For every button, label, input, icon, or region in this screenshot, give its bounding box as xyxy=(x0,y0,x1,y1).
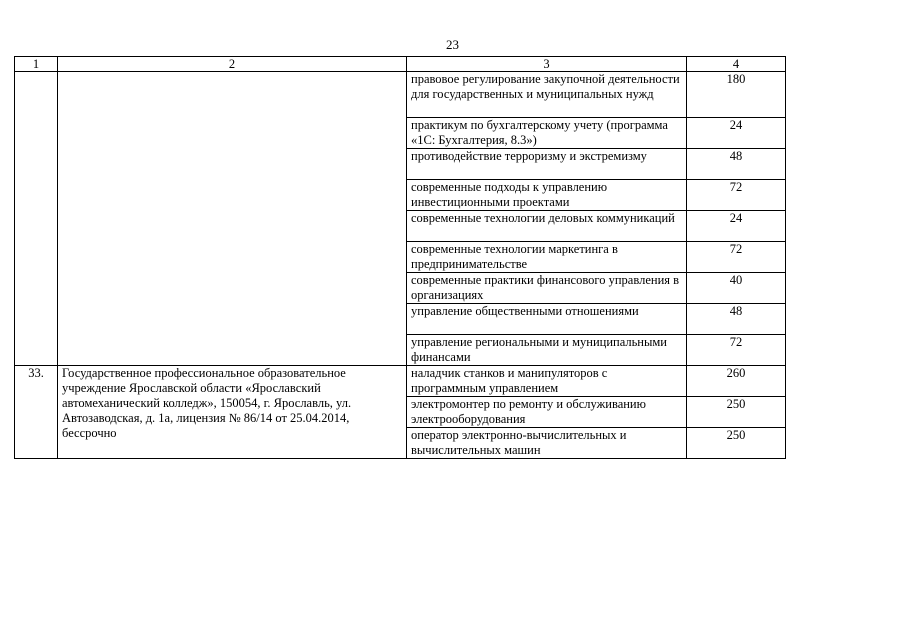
program-name: управление региональными и муниципальными финансами xyxy=(407,335,687,366)
program-name: современные технологии маркетинга в предпринимательстве xyxy=(407,242,687,273)
table-header-row xyxy=(15,57,786,72)
program-name: противодействие терроризму и экстремизму xyxy=(407,149,687,180)
program-hours: 250 xyxy=(687,397,786,428)
program-name: практикум по бухгалтерскому учету (программа «1С: Бухгалтерия, 8.3») xyxy=(407,118,687,149)
table-row xyxy=(15,366,786,397)
organization-cell xyxy=(58,72,407,366)
program-hours: 48 xyxy=(687,149,786,180)
program-name: современные технологии деловых коммуникаций xyxy=(407,211,687,242)
program-name: современные подходы к управлению инвестиционными проектами xyxy=(407,180,687,211)
page-number: 23 xyxy=(446,37,459,52)
column-header-4: 4 xyxy=(687,57,786,72)
table-row xyxy=(15,72,786,118)
program-hours: 72 xyxy=(687,180,786,211)
program-name: правовое регулирование закупочной деятельности для государственных и муниципальных нужд xyxy=(407,72,687,118)
program-hours: 48 xyxy=(687,304,786,335)
program-hours: 72 xyxy=(687,242,786,273)
program-name: наладчик станков и манипуляторов с программным управлением xyxy=(407,366,687,397)
row-number xyxy=(15,72,58,366)
program-hours: 250 xyxy=(687,428,786,459)
organization-cell: Государственное профессиональное образовательное учреждение Ярославской области «Ярославский автомеханический колледж», 150054, г. Ярославль, ул. Автозаводская, д. 1а, лицензия № 86/14 от 25.04.2014, бессрочно xyxy=(58,366,407,459)
program-name: электромонтер по ремонту и обслуживанию электрооборудования xyxy=(407,397,687,428)
program-hours: 72 xyxy=(687,335,786,366)
program-hours: 24 xyxy=(687,118,786,149)
column-header-3: 3 xyxy=(407,57,687,72)
program-name: оператор электронно-вычислительных и вычислительных машин xyxy=(407,428,687,459)
column-header-1: 1 xyxy=(15,57,58,72)
programs-table xyxy=(14,56,786,459)
program-hours: 180 xyxy=(687,72,786,118)
program-hours: 24 xyxy=(687,211,786,242)
column-header-2: 2 xyxy=(58,57,407,72)
program-name: управление общественными отношениями xyxy=(407,304,687,335)
row-number: 33. xyxy=(15,366,58,459)
program-hours: 260 xyxy=(687,366,786,397)
program-hours: 40 xyxy=(687,273,786,304)
program-name: современные практики финансового управления в организациях xyxy=(407,273,687,304)
